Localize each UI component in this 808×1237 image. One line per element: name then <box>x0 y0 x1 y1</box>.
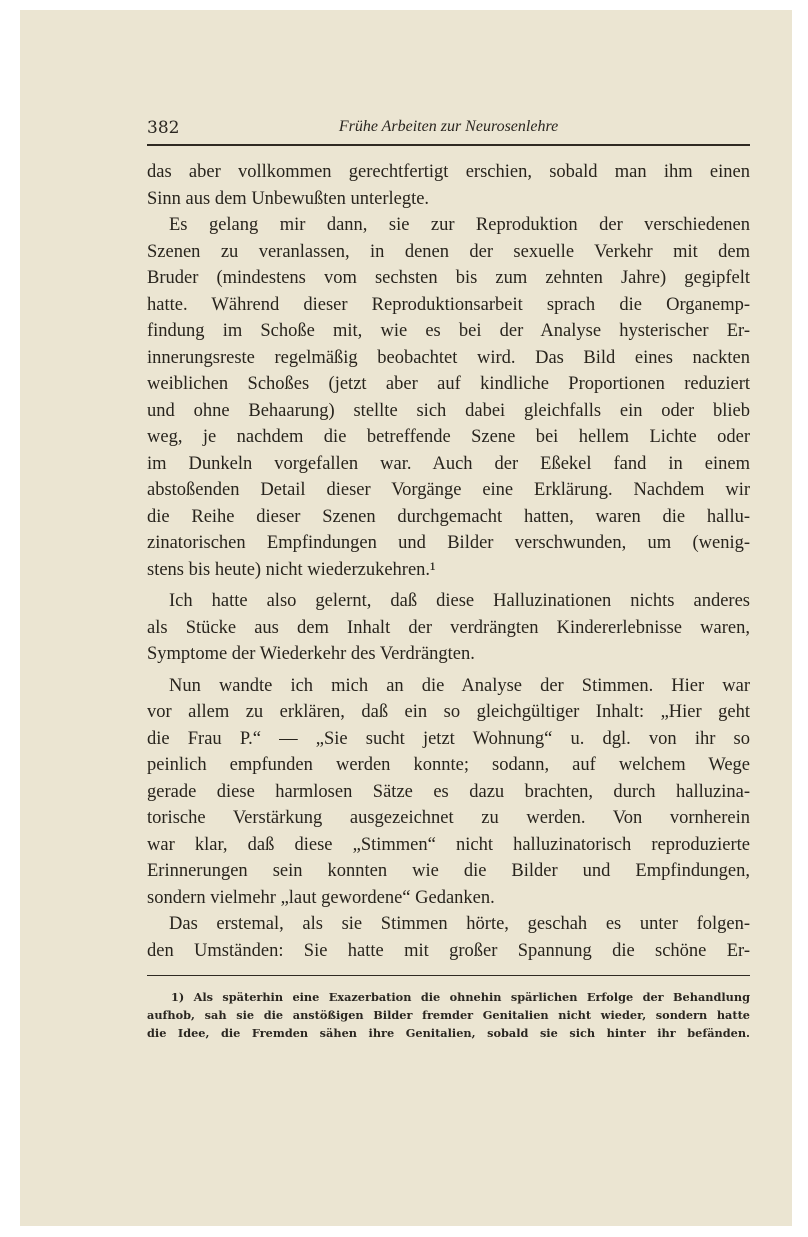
page-header <box>147 118 750 142</box>
footnote-line: die Idee, die Fremden sähen ihre Genitalien, sobald sie sich hinter ihr befänden. <box>147 1026 750 1040</box>
text-line: im Dunkeln vorgefallen war. Auch der Eßekel fand in einem <box>147 453 750 474</box>
text-line: und ohne Behaarung) stellte sich dabei gleichfalls ein oder blieb <box>147 400 750 421</box>
footnote-line: 1) Als späterhin eine Exazerbation die ohnehin spärlichen Erfolge der Behandlung <box>171 990 750 1004</box>
text-line: die Reihe dieser Szenen durchgemacht hatten, waren die hallu- <box>147 506 750 527</box>
text-line: Ich hatte also gelernt, daß diese Halluzinationen nichts anderes <box>169 591 750 611</box>
text-line: vor allem zu erklären, daß ein so gleichgültiger Inhalt: „Hier geht <box>147 702 750 722</box>
footnote <box>147 988 750 1042</box>
text-line: hatte. Während dieser Reproduktionsarbeit sprach die Organemp- <box>147 294 750 315</box>
text-line: war klar, daß diese „Stimmen“ nicht halluzinatorisch reproduzierte <box>147 834 750 855</box>
text-line: Bruder (mindestens vom sechsten bis zum zehnten Jahre) gegipfelt <box>147 268 750 288</box>
text-line: innerungsreste regelmäßig beobachtet wird. Das Bild eines nackten <box>147 347 750 368</box>
footnote-rule <box>147 975 750 976</box>
text-line: weiblichen Schoßes (jetzt aber auf kindliche Proportionen reduziert <box>147 374 750 394</box>
text-line: die Frau P.“ — „Sie sucht jetzt Wohnung“ u. dgl. von ihr so <box>147 728 750 749</box>
text-line: den Umständen: Sie hatte mit großer Spannung die schöne Er- <box>147 940 750 961</box>
text-line: weg, je nachdem die betreffende Szene bei hellem Lichte oder <box>147 427 750 447</box>
text-line: torische Verstärkung ausgezeichnet zu werden. Von vornherein <box>147 808 750 828</box>
text-line: Nun wandte ich mich an die Analyse der Stimmen. Hier war <box>169 675 750 696</box>
text-line: sondern vielmehr „laut gewordene“ Gedanken. <box>147 887 495 908</box>
text-line: Das erstemal, als sie Stimmen hörte, geschah es unter folgen- <box>169 914 750 934</box>
footnote-line: aufhob, sah sie die anstößigen Bilder fremder Genitalien nicht wieder, sondern hatte <box>147 1008 750 1022</box>
text-line: peinlich empfunden werden konnte; sodann, auf welchem Wege <box>147 755 750 775</box>
page-number: 382 <box>147 118 180 138</box>
body-text <box>147 159 750 964</box>
text-line: findung im Schoße mit, wie es bei der Analyse hysterischer Er- <box>147 321 750 341</box>
text-line: Erinnerungen sein konnten wie die Bilder und Empfindungen, <box>147 861 750 881</box>
text-line: abstoßenden Detail dieser Vorgänge eine Erklärung. Nachdem wir <box>147 480 750 500</box>
running-title: Frühe Arbeiten zur Neurosenlehre <box>338 118 559 135</box>
text-line: Szenen zu veranlassen, in denen der sexuelle Verkehr mit dem <box>147 241 750 262</box>
text-line: als Stücke aus dem Inhalt der verdrängten Kindererlebnisse waren, <box>147 617 750 638</box>
text-line: das aber vollkommen gerechtfertigt erschien, sobald man ihm einen <box>147 162 750 182</box>
text-line: gerade diese harmlosen Sätze es dazu brachten, durch halluzina- <box>147 781 750 802</box>
text-line: Es gelang mir dann, sie zur Reproduktion der verschiedenen <box>169 215 750 235</box>
text-line: Symptome der Wiederkehr des Verdrängten. <box>147 644 475 664</box>
header-rule <box>147 144 750 146</box>
text-line: stens bis heute) nicht wiederzukehren.¹ <box>147 559 436 580</box>
text-line: zinatorischen Empfindungen und Bilder verschwunden, um (wenig- <box>147 533 750 553</box>
text-line: Sinn aus dem Unbewußten unterlegte. <box>147 188 430 209</box>
